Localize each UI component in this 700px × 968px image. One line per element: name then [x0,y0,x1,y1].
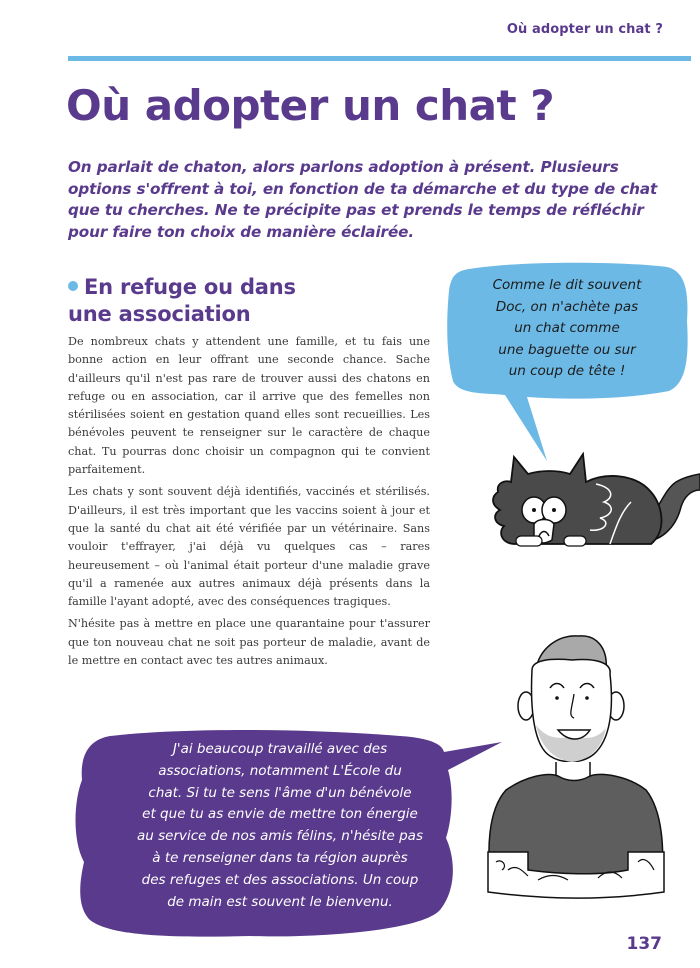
section-title-line2: une association [68,302,251,326]
body-paragraph: N'hésite pas à mettre en place une quarantaine pour t'assurer que ton nouveau chat ne soit pas porteur de maladie, avant de le mettre en contact avec tes autres animaux. [68,617,430,668]
running-head: Où adopter un chat ? [506,22,663,37]
quote-line: J'ai beaucoup travaillé avec des [172,741,388,757]
section-title [68,274,296,328]
quote-line: Doc, on n'achète pas [495,298,639,315]
quote-line: un coup de tête ! [508,363,626,379]
intro-paragraph: On parlait de chaton, alors parlons adoption à présent. Plusieurs options s'offrent à toi, en fonction de ta démarche et du type de chat que tu cherches. Ne te précipite pas et prends le temps de réfléchir pour faire ton choix de manière éclairée. [68,158,658,241]
bullet-icon [68,281,78,291]
body-paragraph: De nombreux chats y attendent une famille, et tu fais une bonne action en leur offrant une seconde chance. Sache d'ailleurs qu'il n'est pas rare de trouver aussi des chatons en refuge ou en association, car il arrive que des femelles non stérilisées soient en gestation quand elles sont recueillies. Les bénévoles peuvent te renseigner sur le caractère de chaque chat. Tu pourras donc choisir un compagnon qui te convient parfaitement. [68,335,430,477]
quote-line: un chat comme [514,320,620,336]
quote-line: des refuges et des associations. Un coup [141,871,419,888]
quote-line: à te renseigner dans ta région auprès [152,849,408,866]
quote-line: associations, notamment L'École du [158,762,402,779]
header-rule [68,56,691,61]
cat-speech-bubble [447,261,687,397]
cat-quote [447,275,687,383]
section-body [68,333,430,674]
quote-line: une baguette ou sur [498,341,636,358]
quote-line: Comme le dit souvent [492,277,642,293]
page-number: 137 [626,934,662,954]
doc-quote [80,739,480,913]
doc-speech-bubble [70,730,500,940]
quote-line: et que tu as envie de mettre ton énergie [142,806,418,823]
cat-illustration [486,452,700,552]
quote-line: de main est souvent le bienvenu. [167,893,393,910]
quote-line: au service de nos amis félins, n'hésite pas [137,828,423,845]
quote-line: chat. Si tu te sens l'âme d'un bénévole [148,784,412,801]
doc-illustration [478,630,678,930]
page-title: Où adopter un chat ? [66,81,555,130]
section-title-line1: En refuge ou dans [84,275,296,299]
body-paragraph: Les chats y sont souvent déjà identifiés, vaccinés et stérilisés. D'ailleurs, il est très important que les vaccins soient à jour et que la santé du chat ait été vérifiée par un vétérinaire. Sans vouloir t'effrayer, j'ai déjà vu quelques cas – rares heureusement – où l'animal était porteur d'une maladie grave qu'il a ramenée aux autres animaux déjà présents dans la famille l'ayant adopté, avec des conséquences tragiques. [68,485,430,609]
